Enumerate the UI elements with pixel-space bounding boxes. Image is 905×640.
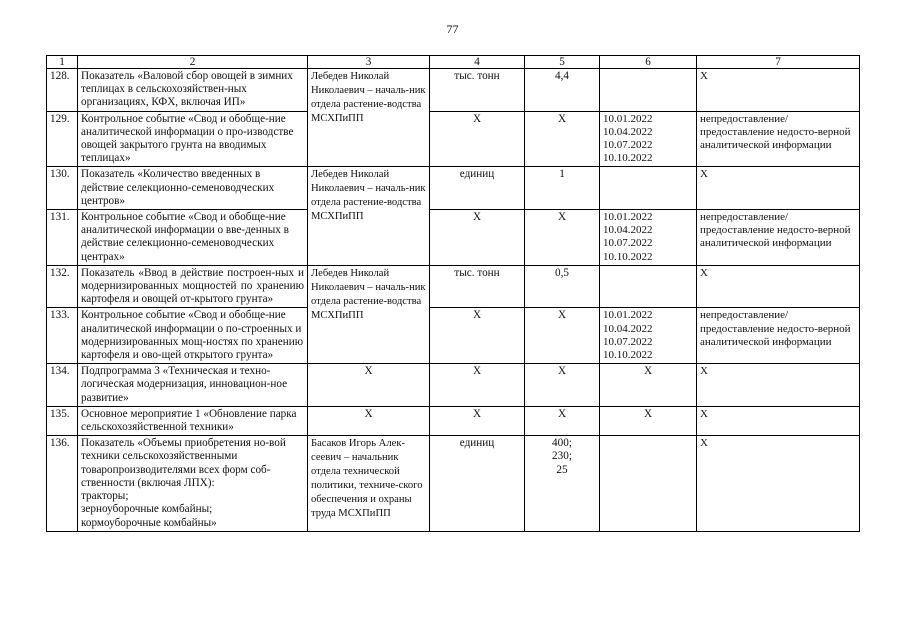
responsible-person: Лебедев Николай Николаевич – началь-ник отдела растение-водства МСХПиПП xyxy=(308,69,430,167)
row-value: 400; 230; 25 xyxy=(525,436,600,531)
page-number: 77 xyxy=(446,22,459,36)
row-unit: Х xyxy=(430,210,525,266)
row-name: Контрольное событие «Свод и обобще-ние аналитической информации о по-строенных и модернизированных мощ-ностях по хранению картофеля и ово-щей открытого грунта» xyxy=(78,308,308,364)
table-row xyxy=(47,111,860,167)
row-number: 131. xyxy=(47,210,78,266)
header-cell: 7 xyxy=(697,56,860,69)
plan-table xyxy=(46,55,860,532)
row-number: 133. xyxy=(47,308,78,364)
table-row xyxy=(47,308,860,364)
header-cell: 3 xyxy=(308,56,430,69)
row-number: 130. xyxy=(47,167,78,210)
row-unit: тыс. тонн xyxy=(430,265,525,308)
row-unit: Х xyxy=(430,406,525,435)
row-name: Контрольное событие «Свод и обобще-ние аналитической информации о про-изводстве овощей закрытого грунта на вводимых теплицах» xyxy=(78,111,308,167)
row-number: 136. xyxy=(47,436,78,531)
table-row xyxy=(47,364,860,407)
row-value: 0,5 xyxy=(525,265,600,308)
row-name: Показатель «Ввод в действие построен-ных и модернизированных мощностей по хранению картофеля и овощей от-крытого грунта» xyxy=(78,265,308,308)
row-dates: 10.01.2022 10.04.2022 10.07.2022 10.10.2022 xyxy=(600,210,697,266)
responsible-person: Лебедев Николай Николаевич – началь-ник отдела растение-водства МСХПиПП xyxy=(308,265,430,363)
row-dates: 10.01.2022 10.04.2022 10.07.2022 10.10.2022 xyxy=(600,308,697,364)
row-number: 129. xyxy=(47,111,78,167)
row-value: Х xyxy=(525,406,600,435)
row-value: 4,4 xyxy=(525,69,600,112)
row-note: Х xyxy=(697,436,860,531)
row-number: 135. xyxy=(47,406,78,435)
row-responsible: Х xyxy=(308,406,430,435)
table-row xyxy=(47,167,860,210)
row-dates: Х xyxy=(600,406,697,435)
responsible-person: Басаков Игорь Алек-сеевич – начальник отдела технической политики, техниче-ского обеспечения и охраны труда МСХПиПП xyxy=(308,436,430,531)
table-header-row xyxy=(47,56,860,69)
row-name: Показатель «Количество введенных в действие селекционно-семеноводческих центров» xyxy=(78,167,308,210)
row-number: 128. xyxy=(47,69,78,112)
row-unit: единиц xyxy=(430,167,525,210)
row-dates xyxy=(600,167,697,210)
table-row xyxy=(47,69,860,112)
table-row xyxy=(47,406,860,435)
row-value: Х xyxy=(525,210,600,266)
row-dates: 10.01.2022 10.04.2022 10.07.2022 10.10.2022 xyxy=(600,111,697,167)
row-unit: Х xyxy=(430,111,525,167)
row-dates xyxy=(600,436,697,531)
row-note: непредоставление/ предоставление недосто-верной аналитической информации xyxy=(697,308,860,364)
header-cell: 2 xyxy=(78,56,308,69)
row-value: Х xyxy=(525,364,600,407)
row-dates xyxy=(600,265,697,308)
table-row xyxy=(47,265,860,308)
row-note: Х xyxy=(697,265,860,308)
row-name: Контрольное событие «Свод и обобще-ние аналитической информации о вве-денных в действие селекционно-семеноводческих центрах» xyxy=(78,210,308,266)
row-value: Х xyxy=(525,308,600,364)
header-cell: 1 xyxy=(47,56,78,69)
row-note: непредоставление/ предоставление недосто-верной аналитической информации xyxy=(697,210,860,266)
row-dates xyxy=(600,69,697,112)
responsible-person: Лебедев Николай Николаевич – началь-ник отдела растение-водства МСХПиПП xyxy=(308,167,430,265)
row-number: 134. xyxy=(47,364,78,407)
row-value: Х xyxy=(525,111,600,167)
row-note: непредоставление/ предоставление недосто-верной аналитической информации xyxy=(697,111,860,167)
row-value: 1 xyxy=(525,167,600,210)
header-cell: 4 xyxy=(430,56,525,69)
row-responsible: Х xyxy=(308,364,430,407)
header-cell: 5 xyxy=(525,56,600,69)
row-name: Показатель «Валовой сбор овощей в зимних теплицах в сельскохозяйствен-ных организациях, КФХ, включая ИП» xyxy=(78,69,308,112)
row-number: 132. xyxy=(47,265,78,308)
row-note: Х xyxy=(697,167,860,210)
row-unit: единиц xyxy=(430,436,525,531)
row-note: Х xyxy=(697,406,860,435)
table-row xyxy=(47,210,860,266)
table-row xyxy=(47,436,860,531)
row-name: Подпрограмма 3 «Техническая и техно-логическая модернизация, инновацион-ное развитие» xyxy=(78,364,308,407)
row-unit: Х xyxy=(430,308,525,364)
row-note: Х xyxy=(697,69,860,112)
header-cell: 6 xyxy=(600,56,697,69)
row-name: Основное мероприятие 1 «Обновление парка сельскохозяйственной техники» xyxy=(78,406,308,435)
row-unit: тыс. тонн xyxy=(430,69,525,112)
row-unit: Х xyxy=(430,364,525,407)
row-note: Х xyxy=(697,364,860,407)
row-name: Показатель «Объемы приобретения но-вой техники сельскохозяйственными товаропроизводителями всех форм соб-ственности (включая ЛПХ): тракторы; зерноуборочные комбайны; кормоуборочные комбайны» xyxy=(78,436,308,531)
row-dates: Х xyxy=(600,364,697,407)
